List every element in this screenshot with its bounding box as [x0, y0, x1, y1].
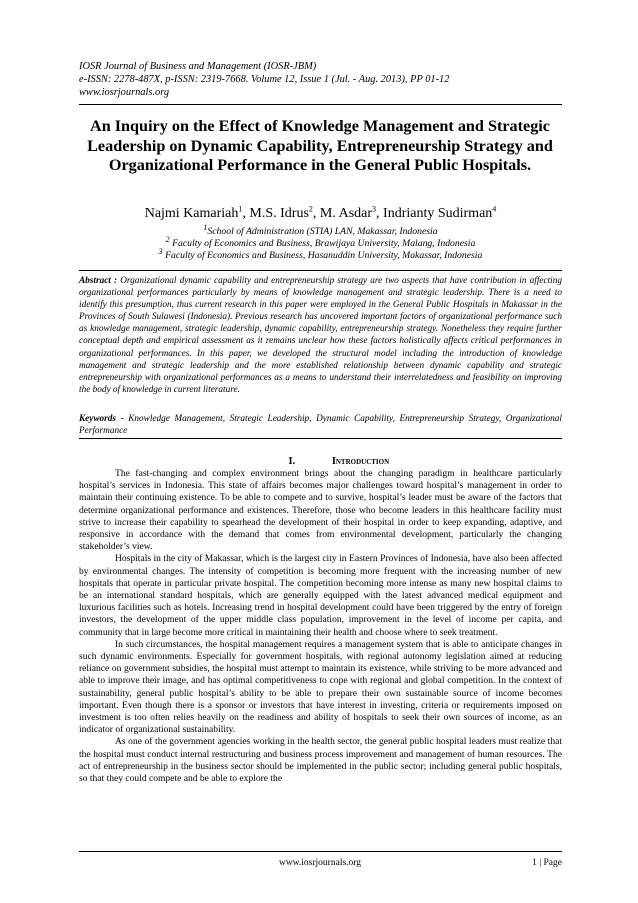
author-sup: 2 — [308, 204, 313, 214]
author: M. Asdar — [319, 206, 373, 221]
author-sup: 1 — [238, 204, 243, 214]
author-sep: , — [376, 206, 384, 221]
author-sep: , — [312, 206, 320, 221]
paragraph: In such circumstances, the hospital management requires a management system that is able to anticipate changes in such dynamic environments. Especially for government hospitals, with regional autonomy legislation aimed at reducing reliance on government subsidies, the hospital must attempt to maintain its existence, while striving to be more advanced and able to improve their image, and has optimal competitiveness to cope with regional and global competition. In the context of sustainability, general public hospital’s ability to be able to prepare their own sustainable source of income becomes important. Even though there is a sponsor or investors that have interest in investing, criteria or requirements imposed on investment is too often relies heavily on the readiness and ability of hospitals to seek their own sources of income, as an indicator of organizational sustainability. — [79, 638, 562, 736]
journal-name: IOSR Journal of Business and Management (IOSR-JBM) — [79, 61, 317, 72]
section-number: I. — [288, 456, 296, 467]
author: Najmi Kamariah — [144, 206, 239, 221]
affiliation-sup: 3 — [158, 246, 163, 256]
abstract — [79, 275, 562, 396]
paragraph: Hospitals in the city of Makassar, which is the largest city in Eastern Provinces of Indonesia, have also been affected by environmental changes. The intensity of competition is becoming more frequent with the increasing number of new hospitals that operate in particular private hospital. The competition becoming more intense as many new hospital claims to be an international standard hospitals, which are generally equipped with the latest advanced medical equipment and luxurious facilities such as hotels. Increasing trend in hospital development could have been triggered by the entry of foreign investors, the development of the upper middle class population, improvement in the level of income per capita, and community that in large become more critical in maintaining their health and choose where to seek treatment. — [79, 553, 562, 638]
author: M.S. Idrus — [249, 206, 309, 221]
paragraph: The fast-changing and complex environment brings about the changing paradigm in healthcare particularly hospital’s services in Indonesia. This state of affairs becomes major challenges toward hospital’s management in order to maintain their continuing existence. To be able to compete and to survive, hospital’s leader must be aware of the factors that determine organizational performance and existences. Therefore, those who become leaders in this healthcare facility must strive to increase their capability to spearhead the development of their hospital in order to keep expanding, adaptive, and responsive in accordance with the demand that comes from environmental development, particularly the changing stakeholder’s view. — [79, 468, 562, 553]
affiliation-text: Faculty of Economics and Business, Brawijaya University, Malang, Indonesia — [169, 238, 476, 249]
author-sup: 3 — [372, 204, 377, 214]
author-sep: , — [242, 206, 250, 221]
footer-url: www.iosrjournals.org — [278, 858, 362, 868]
footer-divider — [79, 851, 562, 852]
journal-issn: e-ISSN: 2278-487X, p-ISSN: 2319-7668. Volume 12, Issue 1 (Jul. - Aug. 2013), PP 01-12 — [79, 74, 450, 85]
abstract-label: Abstract : — [79, 276, 118, 286]
keywords — [79, 413, 562, 437]
abstract-top-divider — [79, 270, 562, 271]
affiliation-sup: 2 — [165, 234, 170, 244]
header-divider — [79, 104, 562, 105]
affiliation — [79, 234, 562, 250]
keywords-text: Knowledge Management, Strategic Leadership, Dynamic Capability, Entrepreneurship Strategy, Organizational Performance — [79, 414, 562, 437]
journal-header — [79, 60, 559, 99]
author: Indrianty Sudirman — [383, 206, 493, 221]
affiliation — [79, 222, 562, 238]
paragraph: As one of the government agencies working in the health sector, the general public hospital leaders must realize that the hospital must conduct internal restructuring and business process improvement and management of human resources. The act of entrepreneurship in the business sector should be implemented in the public sector; including general public hospitals, so that they could compete and be able to explore the — [79, 736, 562, 785]
abstract-bottom-divider — [79, 438, 562, 439]
section-heading — [79, 456, 562, 468]
affiliation — [79, 246, 562, 262]
body-text — [79, 468, 562, 785]
affiliation-text: School of Administration (STIA) LAN, Makassar, Indonesia — [207, 226, 438, 237]
section-title: Introduction — [331, 456, 390, 467]
author-list — [79, 206, 562, 222]
keywords-label: Keywords - — [79, 414, 124, 424]
affiliation-text: Faculty of Economics and Business, Hasanuddin University, Makassar, Indonesia — [162, 250, 483, 261]
affiliation-sup: 1 — [203, 222, 208, 232]
page-number: 1 | Page — [532, 858, 562, 868]
abstract-text: Organizational dynamic capability and entrepreneurship strategy are two aspects that have contribution in affecting organizational performances particularly by means of knowledge management and strategic leadership. There is a need to identify this presumption, thus current research in this paper were employed in the General Public Hospitals in Makassar in the Provinces of South Sulawesi (Indonesia). Previous research has uncovered important factors of organizational performance such as knowledge management, strategic leadership, dynamic capability, entrepreneurship strategy. Nonetheless they require further conceptual depth and empirical assessment as it remains unclear how these factors holistically affects critical performances in organizational performances. In this paper, we developed the structural model including the introduction of knowledge management and strategic leadership and the more established relationship between dynamic capability and strategic entrepreneurship with organizational performances as a means to understand their interrelatedness and feasibility on improving the body of knowledge in current literature. — [79, 276, 562, 395]
journal-website: www.iosrjournals.org — [79, 87, 170, 98]
paper-title: An Inquiry on the Effect of Knowledge Management and Strategic Leadership on Dynamic Capability, Entrepreneurship Strategy and Organizational Performance in the General Public Hospitals. — [87, 117, 553, 175]
author-sup: 4 — [492, 204, 497, 214]
